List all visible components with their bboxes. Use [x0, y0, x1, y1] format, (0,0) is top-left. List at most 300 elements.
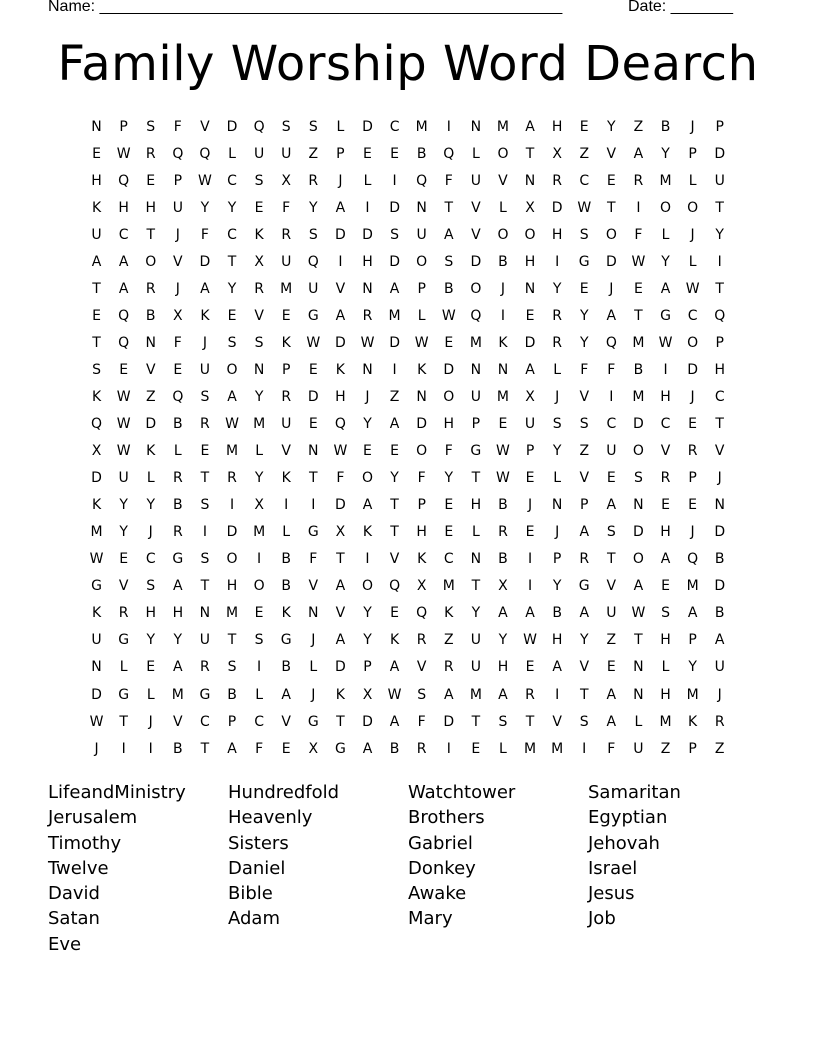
grid-letter: D [416, 416, 428, 433]
grid-letter: H [660, 686, 671, 703]
grid-letter: G [118, 632, 130, 649]
grid-letter: T [146, 226, 156, 243]
grid-letter: R [281, 226, 292, 243]
grid-letter: W [89, 551, 104, 568]
grid-letter: Y [227, 199, 237, 216]
grid-letter: Z [660, 740, 671, 757]
grid-letter: Q [118, 334, 130, 351]
grid-letter: D [91, 470, 102, 487]
grid-letter: K [389, 632, 400, 649]
grid-letter: J [202, 334, 207, 351]
grid-letter: E [390, 145, 399, 162]
grid-letter: S [254, 172, 264, 189]
grid-letter: A [362, 740, 373, 757]
grid-letter: Z [714, 740, 725, 757]
grid-letter: A [389, 416, 400, 433]
letter-grid [83, 113, 733, 762]
grid-letter: D [145, 416, 157, 433]
grid-letter: S [254, 334, 264, 351]
word-list-item: Eve [48, 933, 82, 955]
grid-letter: F [444, 172, 453, 189]
grid-letter: J [148, 524, 153, 541]
grid-letter: O [416, 443, 428, 460]
grid-letter: R [552, 307, 562, 324]
grid-letter: F [444, 443, 453, 460]
grid-letter: T [119, 713, 128, 730]
grid-letter: Y [173, 632, 183, 649]
grid-letter: M [253, 416, 266, 433]
grid-letter: E [92, 145, 101, 162]
header-line [48, 0, 748, 20]
grid-letter: H [660, 388, 671, 405]
grid-letter: O [497, 226, 509, 243]
word-list-item: Hundredfold [228, 782, 340, 803]
grid-letter: U [606, 443, 617, 460]
grid-letter: D [714, 578, 726, 595]
grid-letter: K [417, 361, 427, 378]
grid-letter: B [145, 307, 156, 324]
grid-letter: A [227, 740, 237, 757]
grid-letter: P [688, 740, 697, 757]
grid-letter: H [335, 388, 346, 405]
grid-letter: N [633, 659, 644, 676]
grid-letter: P [552, 551, 562, 568]
grid-letter: T [200, 740, 210, 757]
word-list-item: Jesus [588, 883, 635, 905]
grid-letter: V [606, 578, 617, 595]
grid-letter: E [444, 497, 454, 514]
grid-letter: G [578, 578, 590, 595]
grid-letter: W [116, 388, 131, 405]
grid-letter: Q [199, 145, 211, 162]
grid-letter: A [335, 307, 346, 324]
grid-letter: Q [416, 605, 428, 622]
grid-letter: I [582, 740, 587, 757]
grid-letter: B [227, 686, 237, 703]
grid-letter: V [714, 443, 725, 460]
grid-letter: X [335, 524, 346, 541]
grid-letter: J [555, 524, 560, 541]
grid-letter: Y [200, 199, 210, 216]
grid-letter: O [226, 361, 238, 378]
grid-letter: D [307, 388, 319, 405]
grid-letter: D [551, 199, 563, 216]
grid-letter: O [361, 578, 373, 595]
grid-letter: A [687, 605, 698, 622]
grid-letter: P [417, 497, 426, 514]
grid-letter: I [446, 740, 451, 757]
grid-letter: B [173, 740, 183, 757]
word-list-item: Watchtower [408, 782, 516, 803]
grid-letter: J [500, 280, 506, 297]
grid-letter: Y [715, 226, 724, 243]
grid-letter: B [498, 551, 508, 568]
grid-letter: L [228, 145, 236, 162]
grid-letter: B [416, 145, 427, 162]
grid-letter: V [389, 551, 400, 568]
grid-letter: M [686, 686, 699, 703]
grid-letter: B [281, 551, 291, 568]
grid-letter: Y [579, 334, 589, 351]
grid-letter: E [200, 443, 210, 460]
grid-letter: D [335, 226, 346, 243]
grid-letter: K [335, 361, 345, 378]
grid-letter: I [446, 118, 451, 135]
grid-letter: M [469, 334, 482, 351]
word-list-item: Israel [588, 857, 638, 879]
grid-letter: P [281, 361, 291, 378]
grid-letter: A [91, 253, 102, 270]
grid-letter: C [660, 416, 671, 433]
grid-letter: B [633, 361, 644, 378]
grid-letter: Z [308, 145, 319, 162]
grid-letter: E [688, 416, 698, 433]
grid-letter: W [360, 334, 375, 351]
grid-letter: T [390, 524, 399, 541]
word-list-item: Samaritan [588, 782, 681, 803]
grid-letter: T [200, 470, 210, 487]
grid-letter: U [118, 470, 129, 487]
grid-letter: M [551, 740, 564, 757]
grid-letter: B [498, 497, 508, 514]
grid-letter: M [388, 307, 401, 324]
grid-letter: S [146, 578, 156, 595]
grid-letter: A [714, 632, 725, 649]
grid-letter: M [225, 605, 239, 622]
grid-letter: A [552, 659, 562, 676]
grid-letter: Y [661, 145, 670, 162]
grid-letter: P [363, 659, 372, 676]
word-list-item: Jerusalem [48, 807, 138, 829]
grid-letter: E [444, 334, 454, 351]
grid-letter: Y [471, 605, 481, 622]
grid-letter: T [525, 145, 535, 162]
grid-letter: S [661, 605, 670, 622]
grid-letter: B [281, 578, 291, 595]
word-list-item: LifeandMinistry [48, 782, 186, 803]
grid-letter: H [172, 605, 184, 622]
grid-letter: R [660, 470, 671, 487]
grid-letter: L [499, 199, 507, 216]
grid-letter: D [633, 524, 644, 541]
grid-letter: D [335, 497, 346, 514]
grid-letter: R [200, 659, 210, 676]
grid-letter: I [392, 172, 397, 189]
grid-letter: T [309, 470, 318, 487]
grid-letter: C [443, 551, 454, 568]
grid-letter: S [579, 416, 589, 433]
grid-letter: T [227, 253, 237, 270]
grid-letter: O [497, 145, 509, 162]
grid-letter: B [281, 659, 291, 676]
grid-letter: E [525, 659, 535, 676]
grid-letter: Y [254, 470, 264, 487]
grid-letter: Y [498, 632, 508, 649]
grid-letter: P [688, 632, 697, 649]
grid-letter: C [687, 307, 698, 324]
grid-letter: L [688, 253, 697, 270]
grid-letter: Y [119, 497, 128, 514]
grid-letter: G [470, 443, 482, 460]
grid-letter: Z [145, 388, 156, 405]
grid-letter: I [311, 497, 316, 514]
grid-letter: G [280, 632, 292, 649]
grid-letter: A [118, 253, 129, 270]
grid-letter: P [173, 172, 183, 189]
grid-letter: W [89, 713, 104, 730]
grid-letter: K [417, 551, 427, 568]
grid-letter: H [714, 361, 725, 378]
grid-letter: Y [146, 497, 156, 514]
grid-letter: C [118, 226, 129, 243]
grid-letter: D [362, 118, 373, 135]
grid-letter: E [119, 551, 129, 568]
grid-letter: R [308, 172, 319, 189]
grid-letter: H [551, 226, 563, 243]
grid-letter: R [416, 632, 427, 649]
grid-letter: I [257, 551, 262, 568]
grid-letter: K [444, 605, 454, 622]
grid-letter: T [444, 199, 454, 216]
grid-letter: W [387, 686, 402, 703]
grid-letter: N [714, 497, 725, 514]
grid-letter: E [661, 578, 670, 595]
grid-letter: R [552, 172, 562, 189]
grid-letter: B [389, 740, 400, 757]
grid-letter: N [253, 361, 265, 378]
grid-letter: C [606, 416, 617, 433]
grid-letter: H [416, 524, 427, 541]
grid-letter: V [281, 443, 291, 460]
grid-letter: E [92, 307, 101, 324]
word-list-item: Bible [228, 883, 273, 905]
grid-letter: L [119, 659, 128, 676]
grid-letter: U [281, 253, 292, 270]
grid-letter: D [687, 361, 698, 378]
grid-letter: W [496, 443, 510, 460]
grid-letter: D [362, 226, 373, 243]
grid-letter: E [606, 470, 616, 487]
word-list-item: Donkey [408, 857, 476, 879]
grid-letter: W [198, 172, 212, 189]
grid-letter: P [417, 280, 426, 297]
grid-letter: T [227, 632, 237, 649]
grid-letter: F [607, 361, 616, 378]
grid-letter: L [471, 145, 480, 162]
grid-letter: A [498, 686, 508, 703]
grid-letter: V [335, 605, 346, 622]
grid-letter: S [227, 659, 237, 676]
grid-letter: M [253, 524, 266, 541]
grid-letter: N [199, 605, 211, 622]
grid-letter: D [226, 118, 238, 135]
grid-letter: U [633, 740, 644, 757]
grid-letter: R [687, 443, 698, 460]
grid-letter: Y [688, 659, 697, 676]
grid-letter: I [365, 199, 370, 216]
grid-letter: V [471, 226, 481, 243]
grid-letter: E [173, 361, 183, 378]
grid-letter: Z [579, 145, 590, 162]
grid-letter: W [441, 307, 456, 324]
grid-letter: Y [607, 118, 616, 135]
grid-letter: V [579, 470, 590, 487]
grid-letter: L [661, 226, 670, 243]
grid-letter: E [390, 605, 399, 622]
grid-letter: M [469, 686, 482, 703]
grid-letter: Y [552, 578, 562, 595]
grid-letter: G [307, 307, 319, 324]
grid-letter: T [92, 334, 101, 351]
grid-letter: E [281, 740, 291, 757]
grid-letter: A [118, 280, 129, 297]
grid-letter: K [281, 470, 291, 487]
grid-letter: O [632, 443, 644, 460]
grid-letter: A [227, 388, 237, 405]
word-list-item: Jehovah [588, 832, 660, 854]
grid-letter: H [660, 524, 671, 541]
grid-letter: I [202, 524, 207, 541]
grid-letter: A [335, 578, 346, 595]
grid-letter: M [686, 578, 699, 595]
grid-letter: K [91, 388, 102, 405]
word-list-item: Sisters [228, 832, 289, 854]
grid-letter: N [416, 199, 427, 216]
grid-letter: H [145, 605, 156, 622]
grid-letter: X [254, 253, 264, 270]
grid-letter: W [414, 334, 429, 351]
grid-letter: O [145, 253, 157, 270]
grid-letter: T [525, 713, 535, 730]
grid-letter: D [335, 659, 346, 676]
grid-letter: T [715, 416, 724, 433]
grid-letter: R [416, 740, 427, 757]
grid-letter: T [390, 497, 399, 514]
grid-letter: H [145, 199, 156, 216]
grid-letter: P [688, 470, 697, 487]
grid-letter: A [660, 280, 671, 297]
grid-letter: J [148, 713, 153, 730]
grid-letter: M [225, 443, 239, 460]
grid-letter: Q [443, 145, 455, 162]
grid-letter: D [91, 686, 102, 703]
word-list-item: Heavenly [228, 807, 313, 829]
grid-letter: S [390, 226, 400, 243]
grid-letter: M [496, 388, 509, 405]
grid-letter: V [498, 172, 508, 189]
grid-letter: U [91, 632, 102, 649]
grid-letter: S [92, 361, 101, 378]
grid-letter: E [633, 280, 643, 297]
grid-letter: L [146, 470, 155, 487]
grid-letter: E [308, 361, 318, 378]
grid-letter: M [280, 280, 293, 297]
grid-letter: E [254, 605, 264, 622]
grid-letter: N [362, 361, 373, 378]
grid-letter: Q [118, 307, 130, 324]
grid-letter: Y [119, 524, 128, 541]
grid-letter: W [631, 253, 646, 270]
word-list-item: David [48, 883, 100, 905]
grid-letter: B [660, 118, 671, 135]
grid-letter: Q [470, 307, 482, 324]
grid-letter: I [392, 361, 397, 378]
grid-letter: P [227, 713, 237, 730]
grid-letter: O [687, 334, 699, 351]
grid-letter: H [226, 578, 238, 595]
grid-letter: F [336, 470, 345, 487]
grid-letter: Q [687, 551, 699, 568]
grid-letter: H [660, 632, 671, 649]
grid-letter: S [498, 713, 508, 730]
grid-letter: W [523, 632, 537, 649]
grid-letter: T [471, 578, 481, 595]
grid-letter: U [714, 172, 725, 189]
grid-letter: Q [172, 145, 184, 162]
grid-letter: T [579, 686, 589, 703]
grid-letter: A [660, 551, 671, 568]
grid-letter: O [687, 199, 699, 216]
grid-letter: T [471, 470, 481, 487]
grid-letter: G [199, 686, 211, 703]
grid-letter: Q [334, 416, 346, 433]
grid-letter: K [335, 686, 345, 703]
grid-letter: H [497, 659, 509, 676]
grid-letter: Y [579, 632, 589, 649]
grid-letter: U [199, 632, 211, 649]
grid-letter: W [116, 443, 131, 460]
grid-letter: U [714, 659, 725, 676]
grid-letter: T [200, 578, 210, 595]
grid-letter: E [363, 443, 372, 460]
grid-letter: E [146, 172, 156, 189]
grid-letter: X [416, 578, 427, 595]
grid-letter: Y [254, 388, 264, 405]
grid-letter: Y [579, 307, 589, 324]
grid-letter: A [389, 713, 400, 730]
grid-letter: Q [91, 416, 103, 433]
word-list-item: Daniel [228, 857, 286, 879]
grid-letter: A [173, 659, 183, 676]
grid-letter: R [579, 551, 590, 568]
grid-letter: S [417, 686, 427, 703]
grid-letter: V [335, 280, 346, 297]
grid-letter: R [172, 470, 183, 487]
grid-letter: F [309, 551, 318, 568]
grid-letter: C [227, 172, 237, 189]
grid-letter: J [690, 388, 695, 405]
grid-letter: O [660, 199, 672, 216]
grid-letter: F [607, 740, 616, 757]
grid-letter: U [470, 659, 481, 676]
grid-letter: D [714, 145, 726, 162]
grid-letter: M [632, 388, 645, 405]
grid-letter: J [717, 686, 722, 703]
word-list-item: Adam [228, 908, 280, 930]
grid-letter: D [199, 253, 211, 270]
grid-letter: K [146, 443, 156, 460]
grid-letter: S [308, 118, 318, 135]
grid-letter: J [365, 388, 370, 405]
grid-letter: Y [390, 470, 399, 487]
grid-letter: I [284, 497, 289, 514]
date-field-label: Date: _______ [628, 0, 733, 15]
grid-letter: J [690, 118, 695, 135]
grid-letter: N [633, 497, 644, 514]
grid-letter: D [524, 334, 536, 351]
grid-letter: L [471, 524, 480, 541]
grid-letter: E [119, 361, 129, 378]
